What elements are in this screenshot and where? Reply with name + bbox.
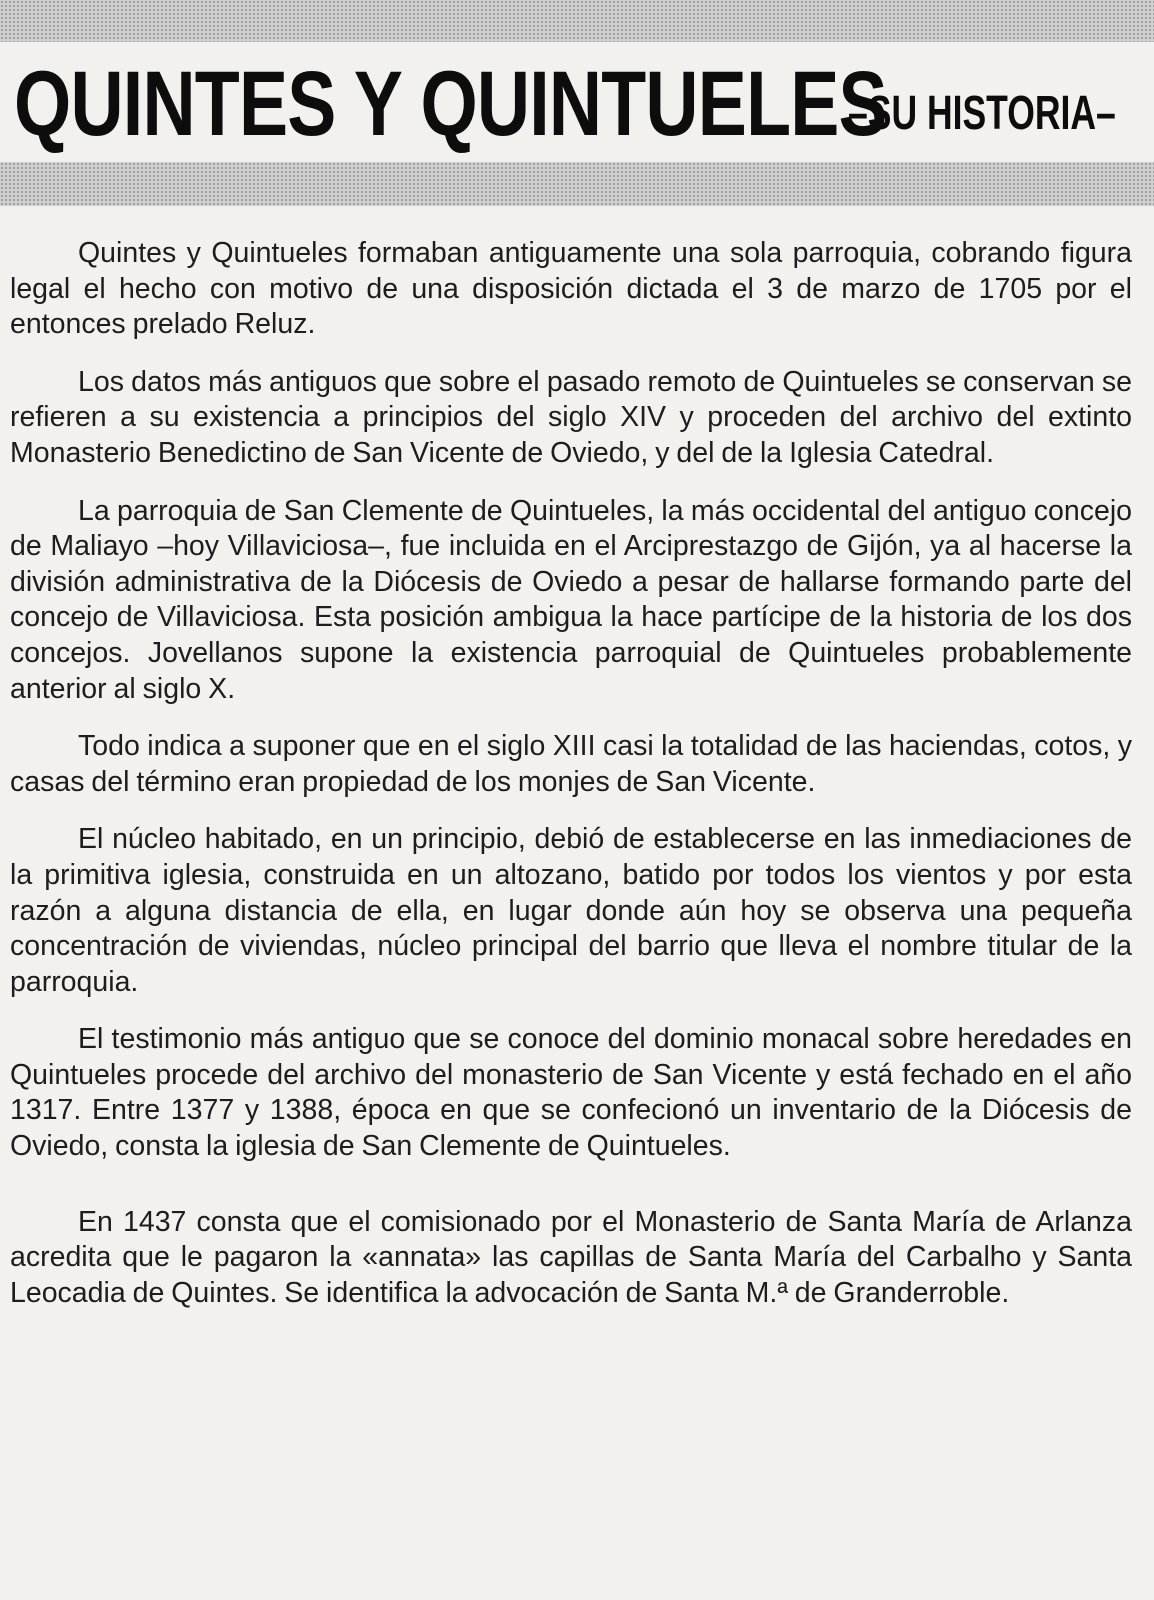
paragraph-1: Quintes y Quintueles formaban antiguamente una sola parroquia, cobrando figura legal el hecho con motivo de una disposición dictada el 3 de marzo de 1705 por el entonces prelado Reluz. — [10, 237, 1132, 341]
paragraph-7: En 1437 consta que el comisionado por el Monasterio de Santa María de Arlanza acredita que le pagaron la «annata» las capillas de Santa María del Carbalho y Santa Leocadia de Quintes. Se identifica la advocación de Santa M.ª de Granderroble. — [10, 1205, 1132, 1309]
article-body — [10, 236, 1132, 1333]
paragraph-5: El núcleo habitado, en un principio, debió de establecerse en las inmediaciones de la primitiva iglesia, construida en un altozano, batido por todos los vientos y por esta razón a alguna distancia de ella, en lugar donde aún hoy se observa una pequeña concentración de viviendas, núcleo principal del barrio que lleva el nombre titular de la parroquia. — [10, 823, 1132, 998]
title-main: QUINTES Y QUINTUELES — [14, 53, 887, 155]
paragraph-4: Todo indica a suponer que en el siglo XIII casi la totalidad de las haciendas, cotos, y casas del término eran propiedad de los monjes de San Vicente. — [10, 730, 1132, 798]
title-subtitle: –SU HISTORIA– — [848, 87, 1116, 140]
page-title — [14, 44, 1144, 164]
paragraph-3: La parroquia de San Clemente de Quintueles, la más occidental del antiguo concejo de Maliayo –hoy Villaviciosa–, fue incluida en el Arciprestazgo de Gijón, ya al hacerse la división administrativa de la Diócesis de Oviedo a pesar de hallarse formando parte del concejo de Villaviciosa. Esta posición ambigua la hace partícipe de la historia de los dos concejos. Jovellanos supone la existencia parroquial de Quintueles probablemente anterior al siglo X. — [10, 494, 1132, 705]
halftone-band-bottom — [0, 162, 1154, 206]
halftone-band-top — [0, 0, 1154, 42]
paragraph-6: El testimonio más antiguo que se conoce del dominio monacal sobre heredades en Quintueles procede del archivo del monasterio de San Vicente y está fechado en el año 1317. Entre 1377 y 1388, época en que se confecionó un inventario de la Diócesis de Oviedo, consta la iglesia de San Clemente de Quintueles. — [10, 1023, 1132, 1163]
paragraph-2: Los datos más antiguos que sobre el pasado remoto de Quintueles se conservan se refieren a su existencia a principios del siglo XIV y proceden del archivo del extinto Monasterio Benedictino de San Vicente de Oviedo, y del de la Iglesia Catedral. — [10, 365, 1132, 469]
